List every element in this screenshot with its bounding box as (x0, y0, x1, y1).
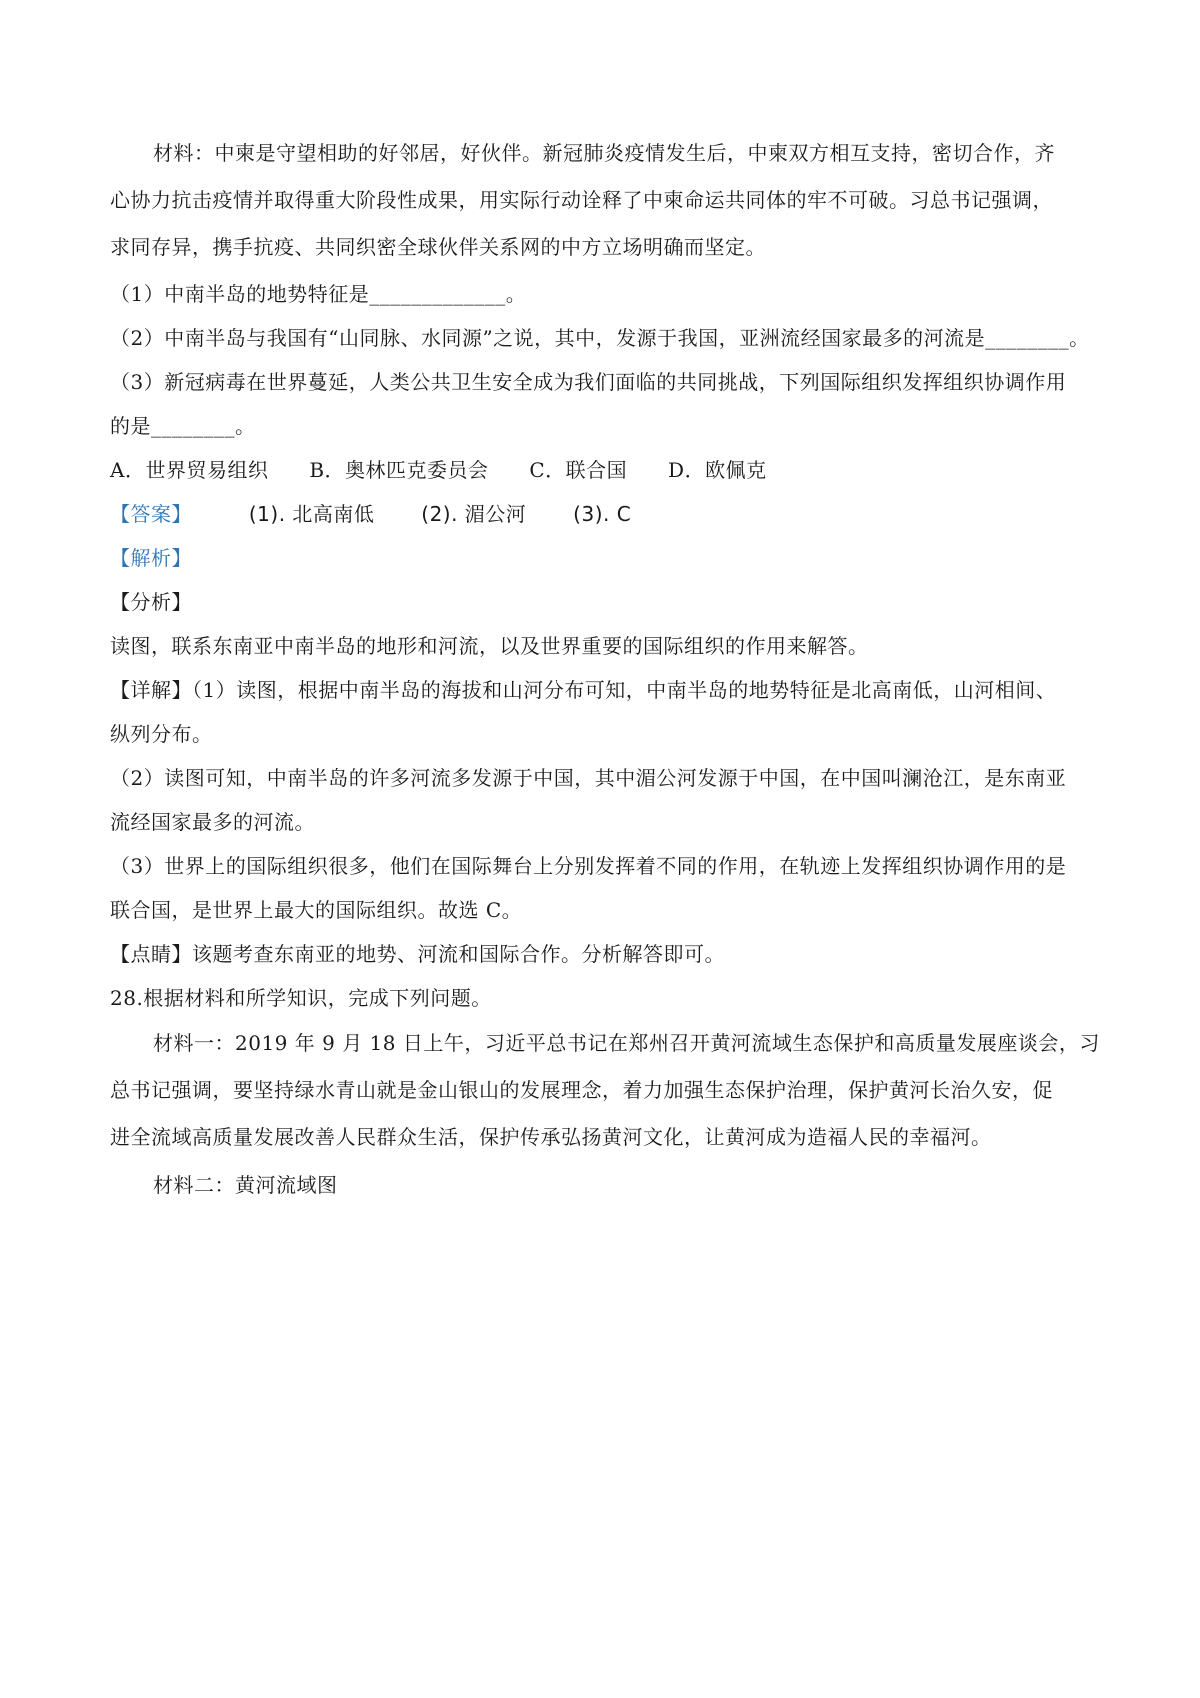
answer-item-1: (1). 北高南低 (248, 502, 375, 526)
detail-3-line-1: （3）世界上的国际组织很多，他们在国际舞台上分别发挥着不同的作用，在轨迹上发挥组织协调作用的是 (110, 854, 1067, 878)
answer-label: 【答案】 (110, 502, 192, 526)
material-intro-line-2: 心协力抗击疫情并取得重大阶段性成果，用实际行动诠释了中柬命运共同体的牢不可破。习总书记强调， (110, 188, 1053, 212)
fenxi-text: 读图，联系东南亚中南半岛的地形和河流，以及世界重要的国际组织的作用来解答。 (110, 634, 869, 658)
question-3-line-2: 的是________。 (110, 414, 256, 438)
answer-item-2: (2). 湄公河 (421, 502, 527, 526)
question-3-line-1: （3）新冠病毒在世界蔓延，人类公共卫生安全成为我们面临的共同挑战，下列国际组织发挥组织协调作用 (110, 370, 1067, 394)
fenxi-label: 【分析】 (110, 590, 192, 614)
option-c: C．联合国 (529, 458, 628, 482)
option-b: B．奥林匹克委员会 (309, 458, 489, 482)
detail-3-line-2: 联合国，是世界上最大的国际组织。故选 C。 (110, 898, 523, 922)
q28-material-1-line-3: 进全流域高质量发展改善人民群众生活，保护传承弘扬黄河文化，让黄河成为造福人民的幸福河。 (110, 1125, 992, 1149)
q28-material-2: 材料二：黄河流域图 (153, 1173, 338, 1197)
material-intro-line-1: 材料：中柬是守望相助的好邻居，好伙伴。新冠肺炎疫情发生后，中柬双方相互支持，密切合作，齐 (153, 141, 1055, 165)
q28-material-1-line-2: 总书记强调，要坚持绿水青山就是金山银山的发展理念，着力加强生态保护治理，保护黄河长治久安，促 (110, 1078, 1053, 1102)
answer-item-3: (3). C (573, 502, 632, 526)
question-28-heading: 28.根据材料和所学知识，完成下列问题。 (110, 986, 492, 1010)
analysis-label: 【解析】 (110, 546, 192, 570)
detail-2-line-2: 流经国家最多的河流。 (110, 810, 315, 834)
question-2: （2）中南半岛与我国有“山同脉、水同源”之说，其中，发源于我国，亚洲流经国家最多的河流是________。 (110, 326, 1090, 350)
detail-line-2: 纵列分布。 (110, 722, 213, 746)
q28-material-1-line-1: 材料一：2019 年 9 月 18 日上午，习近平总书记在郑州召开黄河流域生态保护和高质量发展座谈会，习 (153, 1031, 1100, 1055)
material-intro-line-3: 求同存异，携手抗疫、共同织密全球伙伴关系网的中方立场明确而坚定。 (110, 235, 766, 259)
answer-row (110, 501, 1100, 527)
option-d: D．欧佩克 (668, 458, 767, 482)
detail-line-1: 【详解】（1）读图，根据中南半岛的海拔和山河分布可知，中南半岛的地势特征是北高南低，山河相间、 (110, 678, 1057, 702)
option-a: A．世界贸易组织 (110, 458, 269, 482)
question-1: （1）中南半岛的地势特征是_____________。 (110, 282, 527, 306)
options-row (110, 457, 1100, 483)
detail-2-line-1: （2）读图可知，中南半岛的许多河流多发源于中国，其中湄公河发源于中国，在中国叫澜沧江，是东南亚 (110, 766, 1067, 790)
dianjing: 【点睛】该题考查东南亚的地势、河流和国际合作。分析解答即可。 (110, 942, 725, 966)
